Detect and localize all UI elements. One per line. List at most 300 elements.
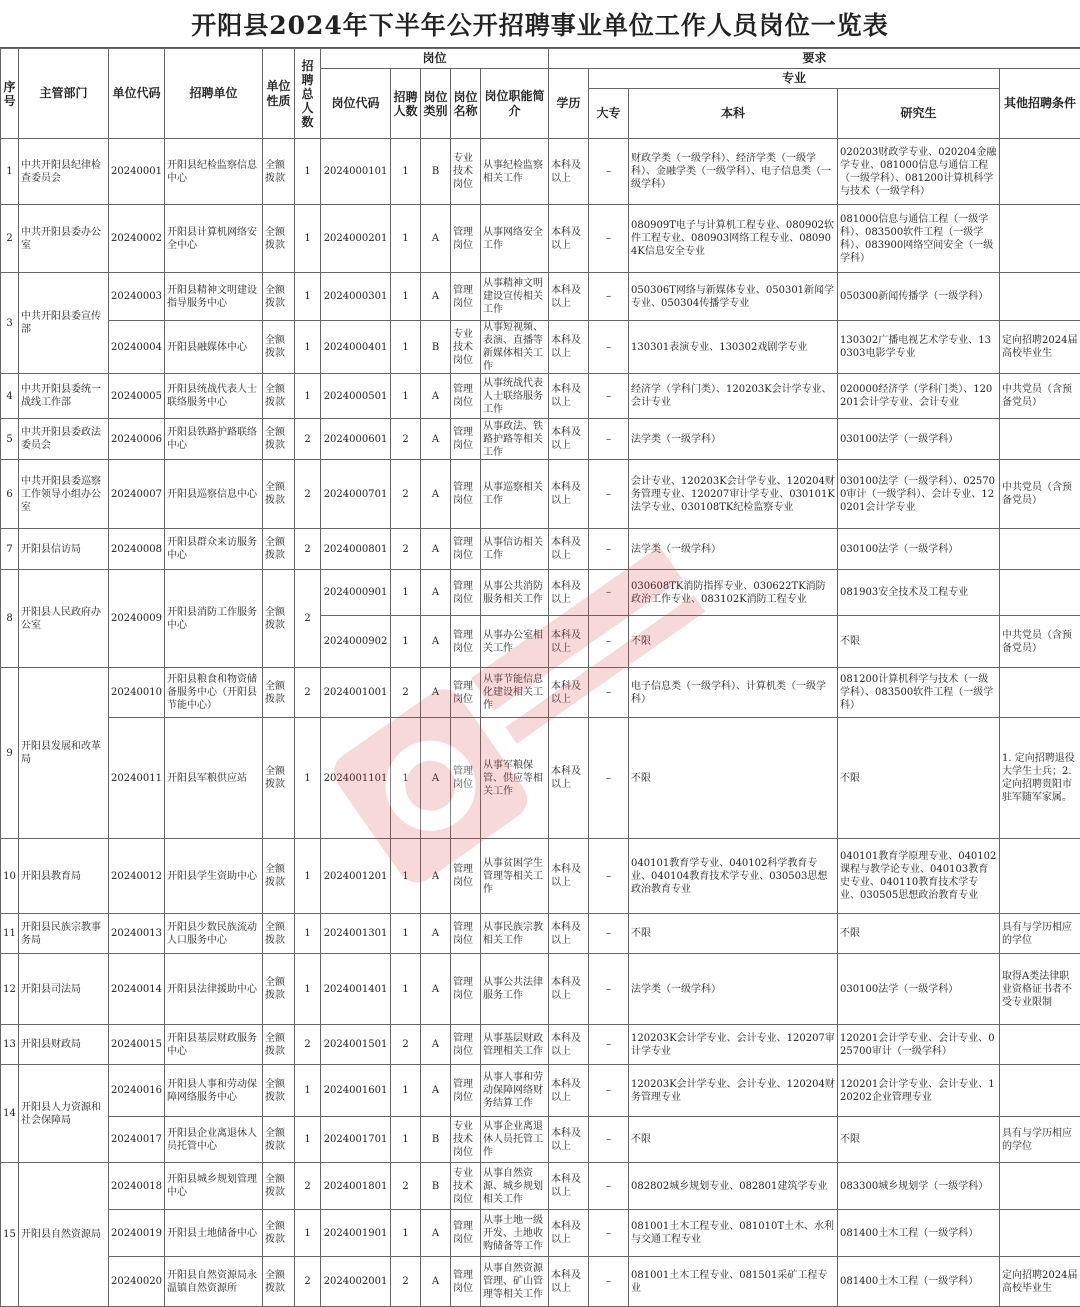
post-name-cell: 管理岗位 xyxy=(451,616,481,668)
dazhuan-cell: – xyxy=(589,529,629,570)
unit-code-cell: 20240017 xyxy=(109,1117,165,1163)
nature-cell: 全额拨款 xyxy=(263,839,295,914)
header-post-count: 招聘人数 xyxy=(391,69,421,139)
seq-cell: 4 xyxy=(1,374,19,419)
post-code-cell: 2024000501 xyxy=(321,374,391,419)
type-cell: A xyxy=(421,1257,451,1307)
header-yanjiusheng: 研究生 xyxy=(838,89,1000,139)
total-cell: 1 xyxy=(295,1117,321,1163)
yanjiusheng-cell: 040101教育学原理专业、040102课程与教学论专业、040103教育史专业、040110教育技术学专业、030505思想政治教育专业 xyxy=(838,839,1000,914)
seq-cell: 3 xyxy=(1,273,19,374)
unit-cell: 开阳县计算机网络安全中心 xyxy=(165,205,263,273)
unit-cell: 开阳县少数民族流动人口服务中心 xyxy=(165,914,263,954)
post-code-cell: 2024000701 xyxy=(321,460,391,529)
benke-cell: 不限 xyxy=(629,616,838,668)
table-row xyxy=(1,374,1080,419)
type-cell: A xyxy=(421,668,451,718)
unit-code-cell: 20240002 xyxy=(109,205,165,273)
unit-cell: 开阳县巡察信息中心 xyxy=(165,460,263,529)
unit-cell: 开阳县群众来访服务中心 xyxy=(165,529,263,570)
unit-cell: 开阳县自然资源局永温镇自然资源所 xyxy=(165,1257,263,1307)
dazhuan-cell: – xyxy=(589,1163,629,1210)
benke-cell: 040101教育学专业、040102科学教育专业、040104教育技术学专业、030503思想政治教育专业 xyxy=(629,839,838,914)
dept-cell: 开阳县民族宗教事务局 xyxy=(19,914,109,954)
benke-cell: 120203K会计学专业、会计专业、120204财务管理专业 xyxy=(629,1065,838,1117)
other-cell xyxy=(1000,419,1080,460)
post-code-cell: 2024002001 xyxy=(321,1257,391,1307)
post-code-cell: 2024000401 xyxy=(321,321,391,374)
dazhuan-cell: – xyxy=(589,374,629,419)
post-code-cell: 2024001601 xyxy=(321,1065,391,1117)
dazhuan-cell: – xyxy=(589,419,629,460)
post-desc-cell: 从事办公室相关工作 xyxy=(481,616,549,668)
other-cell: 具有与学历相应的学位 xyxy=(1000,1117,1080,1163)
yanjiusheng-cell: 不限 xyxy=(838,616,1000,668)
edu-cell: 本科及以上 xyxy=(549,1065,589,1117)
unit-cell: 开阳县学生资助中心 xyxy=(165,839,263,914)
post-name-cell: 专业技术岗位 xyxy=(451,321,481,374)
edu-cell: 本科及以上 xyxy=(549,139,589,205)
count-cell: 1 xyxy=(391,570,421,616)
table-row xyxy=(1,139,1080,205)
post-code-cell: 2024000801 xyxy=(321,529,391,570)
benke-cell: 030608TK消防指挥专业、030622TK消防政治工作专业、083102K消防工程专业 xyxy=(629,570,838,616)
count-cell: 1 xyxy=(391,616,421,668)
seq-cell: 10 xyxy=(1,839,19,914)
seq-cell: 14 xyxy=(1,1065,19,1163)
dept-cell: 中共开阳县纪律检查委员会 xyxy=(19,139,109,205)
count-cell: 2 xyxy=(391,529,421,570)
unit-code-cell: 20240013 xyxy=(109,914,165,954)
dazhuan-cell: – xyxy=(589,954,629,1025)
total-cell: 1 xyxy=(295,374,321,419)
header-post-desc: 岗位职能简介 xyxy=(481,69,549,139)
count-cell: 2 xyxy=(391,460,421,529)
count-cell: 2 xyxy=(391,1025,421,1065)
other-cell xyxy=(1000,1025,1080,1065)
unit-code-cell: 20240016 xyxy=(109,1065,165,1117)
count-cell: 1 xyxy=(391,839,421,914)
seq-cell: 12 xyxy=(1,954,19,1025)
post-name-cell: 管理岗位 xyxy=(451,839,481,914)
header-unit-code: 单位代码 xyxy=(109,49,165,139)
table-row xyxy=(1,1065,1080,1117)
post-desc-cell: 从事人事和劳动保障网络财务结算工作 xyxy=(481,1065,549,1117)
header-post-group: 岗位 xyxy=(321,49,549,69)
benke-cell: 081001土木工程专业、081010T土木、水利与交通工程专业 xyxy=(629,1210,838,1257)
nature-cell: 全额拨款 xyxy=(263,419,295,460)
nature-cell: 全额拨款 xyxy=(263,1117,295,1163)
seq-cell: 1 xyxy=(1,139,19,205)
yanjiusheng-cell: 不限 xyxy=(838,718,1000,839)
dazhuan-cell: – xyxy=(589,273,629,321)
total-cell: 1 xyxy=(295,954,321,1025)
post-name-cell: 管理岗位 xyxy=(451,529,481,570)
header-post-type: 岗位类别 xyxy=(421,69,451,139)
seq-cell: 11 xyxy=(1,914,19,954)
other-cell xyxy=(1000,839,1080,914)
nature-cell: 全额拨款 xyxy=(263,139,295,205)
benke-cell: 电子信息类（一级学科）、计算机类（一级学科） xyxy=(629,668,838,718)
dept-cell: 开阳县司法局 xyxy=(19,954,109,1025)
benke-cell: 082802城乡规划专业、082801建筑学专业 xyxy=(629,1163,838,1210)
post-desc-cell: 从事贫困学生管理等相关工作 xyxy=(481,839,549,914)
table-row xyxy=(1,460,1080,529)
edu-cell: 本科及以上 xyxy=(549,1257,589,1307)
type-cell: A xyxy=(421,570,451,616)
post-code-cell: 2024001501 xyxy=(321,1025,391,1065)
post-code-cell: 2024001001 xyxy=(321,668,391,718)
edu-cell: 本科及以上 xyxy=(549,273,589,321)
yanjiusheng-cell: 120201会计学专业、会计专业、120202企业管理专业 xyxy=(838,1065,1000,1117)
header-post-code: 岗位代码 xyxy=(321,69,391,139)
header-dept: 主管部门 xyxy=(19,49,109,139)
post-name-cell: 管理岗位 xyxy=(451,374,481,419)
count-cell: 2 xyxy=(391,1163,421,1210)
nature-cell: 全额拨款 xyxy=(263,1025,295,1065)
seq-cell: 5 xyxy=(1,419,19,460)
table-row xyxy=(1,1117,1080,1163)
unit-cell: 开阳县基层财政服务中心 xyxy=(165,1025,263,1065)
post-name-cell: 管理岗位 xyxy=(451,954,481,1025)
unit-cell: 开阳县人事和劳动保障网络服务中心 xyxy=(165,1065,263,1117)
other-cell: 中共党员（含预备党员） xyxy=(1000,616,1080,668)
type-cell: A xyxy=(421,1065,451,1117)
edu-cell: 本科及以上 xyxy=(549,668,589,718)
total-cell: 1 xyxy=(295,139,321,205)
post-desc-cell: 从事巡察相关工作 xyxy=(481,460,549,529)
post-code-cell: 2024001901 xyxy=(321,1210,391,1257)
dazhuan-cell: – xyxy=(589,139,629,205)
post-name-cell: 管理岗位 xyxy=(451,419,481,460)
count-cell: 1 xyxy=(391,374,421,419)
nature-cell: 全额拨款 xyxy=(263,321,295,374)
total-cell: 1 xyxy=(295,1065,321,1117)
type-cell: A xyxy=(421,1210,451,1257)
other-cell xyxy=(1000,1210,1080,1257)
type-cell: A xyxy=(421,718,451,839)
benke-cell: 120203K会计学专业、会计专业、120207审计学专业 xyxy=(629,1025,838,1065)
post-code-cell: 2024001301 xyxy=(321,914,391,954)
other-cell: 中共党员（含预备党员） xyxy=(1000,374,1080,419)
dazhuan-cell: – xyxy=(589,616,629,668)
table-row xyxy=(1,419,1080,460)
benke-cell: 法学类（一级学科） xyxy=(629,529,838,570)
post-code-cell: 2024000301 xyxy=(321,273,391,321)
table-row xyxy=(1,1210,1080,1257)
post-name-cell: 管理岗位 xyxy=(451,718,481,839)
type-cell: A xyxy=(421,839,451,914)
edu-cell: 本科及以上 xyxy=(549,321,589,374)
unit-code-cell: 20240007 xyxy=(109,460,165,529)
benke-cell: 经济学（学科门类）、120203K会计学专业、会计专业 xyxy=(629,374,838,419)
header-unit: 招聘单位 xyxy=(165,49,263,139)
unit-code-cell: 20240008 xyxy=(109,529,165,570)
dazhuan-cell: – xyxy=(589,460,629,529)
seq-cell: 2 xyxy=(1,205,19,273)
type-cell: A xyxy=(421,954,451,1025)
nature-cell: 全额拨款 xyxy=(263,1210,295,1257)
yanjiusheng-cell: 050300新闻传播学（一级学科） xyxy=(838,273,1000,321)
count-cell: 1 xyxy=(391,1210,421,1257)
post-desc-cell: 从事短视频、表演、直播等新媒体相关工作 xyxy=(481,321,549,374)
other-cell xyxy=(1000,1163,1080,1210)
unit-cell: 开阳县土地储备中心 xyxy=(165,1210,263,1257)
unit-cell: 开阳县铁路护路联络中心 xyxy=(165,419,263,460)
yanjiusheng-cell: 130302广播电视艺术学专业、130303电影学专业 xyxy=(838,321,1000,374)
post-name-cell: 管理岗位 xyxy=(451,570,481,616)
type-cell: A xyxy=(421,205,451,273)
nature-cell: 全额拨款 xyxy=(263,668,295,718)
count-cell: 1 xyxy=(391,1065,421,1117)
dazhuan-cell: – xyxy=(589,1065,629,1117)
post-desc-cell: 从事土地一级开发、土地收购储备等工作 xyxy=(481,1210,549,1257)
edu-cell: 本科及以上 xyxy=(549,1163,589,1210)
type-cell: B xyxy=(421,1163,451,1210)
type-cell: A xyxy=(421,419,451,460)
post-name-cell: 管理岗位 xyxy=(451,205,481,273)
post-code-cell: 2024001201 xyxy=(321,839,391,914)
post-desc-cell: 从事基层财政管理相关工作 xyxy=(481,1025,549,1065)
total-cell: 2 xyxy=(295,529,321,570)
header-total: 招聘总人数 xyxy=(295,49,321,139)
dept-cell: 中共开阳县委巡察工作领导小组办公室 xyxy=(19,460,109,529)
dazhuan-cell: – xyxy=(589,1210,629,1257)
edu-cell: 本科及以上 xyxy=(549,954,589,1025)
unit-code-cell: 20240011 xyxy=(109,718,165,839)
post-code-cell: 2024001101 xyxy=(321,718,391,839)
post-name-cell: 管理岗位 xyxy=(451,273,481,321)
count-cell: 1 xyxy=(391,1117,421,1163)
type-cell: A xyxy=(421,1025,451,1065)
table-row xyxy=(1,205,1080,273)
total-cell: 1 xyxy=(295,718,321,839)
count-cell: 2 xyxy=(391,1257,421,1307)
nature-cell: 全额拨款 xyxy=(263,460,295,529)
post-desc-cell: 从事网络安全工作 xyxy=(481,205,549,273)
total-cell: 2 xyxy=(295,668,321,718)
yanjiusheng-cell: 081903安全技术及工程专业 xyxy=(838,570,1000,616)
post-code-cell: 2024001701 xyxy=(321,1117,391,1163)
unit-code-cell: 20240006 xyxy=(109,419,165,460)
dazhuan-cell: – xyxy=(589,1257,629,1307)
other-cell xyxy=(1000,1065,1080,1117)
table-row xyxy=(1,1025,1080,1065)
yanjiusheng-cell: 030100法学（一级学科） xyxy=(838,954,1000,1025)
header-edu: 学历 xyxy=(549,69,589,139)
yanjiusheng-cell: 030100法学（一级学科）、025700审计（一级学科）、会计专业、120201会计学专业 xyxy=(838,460,1000,529)
unit-cell: 开阳县城乡规划管理中心 xyxy=(165,1163,263,1210)
dazhuan-cell: – xyxy=(589,570,629,616)
other-cell: 1. 定向招聘退役大学生士兵；2. 定向招聘贵阳市驻军随军家属。 xyxy=(1000,718,1080,839)
type-cell: A xyxy=(421,460,451,529)
benke-cell: 会计专业、120203K会计学专业、120204财务管理专业、120207审计学专业、030101K法学专业、030108TK纪检监察专业 xyxy=(629,460,838,529)
post-desc-cell: 从事信访相关工作 xyxy=(481,529,549,570)
benke-cell: 081001土木工程专业、081501采矿工程专业 xyxy=(629,1257,838,1307)
yanjiusheng-cell: 030100法学（一级学科） xyxy=(838,419,1000,460)
unit-cell: 开阳县融媒体中心 xyxy=(165,321,263,374)
post-code-cell: 2024000901 xyxy=(321,570,391,616)
post-name-cell: 管理岗位 xyxy=(451,668,481,718)
seq-cell: 6 xyxy=(1,460,19,529)
yanjiusheng-cell: 081400土木工程（一级学科） xyxy=(838,1257,1000,1307)
other-cell xyxy=(1000,529,1080,570)
benke-cell: 财政学类（一级学科）、经济学类（一级学科）、金融学类（一级学科）、电子信息类（一级学科） xyxy=(629,139,838,205)
total-cell: 2 xyxy=(295,1025,321,1065)
table-row xyxy=(1,321,1080,374)
table-row xyxy=(1,839,1080,914)
unit-cell: 开阳县消防工作服务中心 xyxy=(165,570,263,668)
count-cell: 1 xyxy=(391,718,421,839)
nature-cell: 全额拨款 xyxy=(263,718,295,839)
count-cell: 2 xyxy=(391,419,421,460)
type-cell: B xyxy=(421,139,451,205)
post-desc-cell: 从事企业离退休人员托管工作 xyxy=(481,1117,549,1163)
dazhuan-cell: – xyxy=(589,914,629,954)
post-name-cell: 专业技术岗位 xyxy=(451,1117,481,1163)
unit-code-cell: 20240015 xyxy=(109,1025,165,1065)
edu-cell: 本科及以上 xyxy=(549,374,589,419)
total-cell: 1 xyxy=(295,914,321,954)
other-cell xyxy=(1000,668,1080,718)
other-cell: 定向招聘2024届高校毕业生 xyxy=(1000,321,1080,374)
header-dazhuan: 大专 xyxy=(589,89,629,139)
seq-cell: 8 xyxy=(1,570,19,668)
yanjiusheng-cell: 120201会计学专业、会计专业、025700审计（一级学科） xyxy=(838,1025,1000,1065)
total-cell: 1 xyxy=(295,205,321,273)
edu-cell: 本科及以上 xyxy=(549,616,589,668)
other-cell xyxy=(1000,273,1080,321)
dept-cell: 中共开阳县委统一战线工作部 xyxy=(19,374,109,419)
header-other: 其他招聘条件 xyxy=(1000,69,1080,139)
unit-code-cell: 20240003 xyxy=(109,273,165,321)
unit-code-cell: 20240001 xyxy=(109,139,165,205)
header-seq: 序号 xyxy=(1,49,19,139)
benke-cell: 法学类（一级学科） xyxy=(629,954,838,1025)
edu-cell: 本科及以上 xyxy=(549,1025,589,1065)
count-cell: 2 xyxy=(391,668,421,718)
dazhuan-cell: – xyxy=(589,718,629,839)
table-row xyxy=(1,570,1080,616)
post-code-cell: 2024000601 xyxy=(321,419,391,460)
edu-cell: 本科及以上 xyxy=(549,570,589,616)
unit-code-cell: 20240019 xyxy=(109,1210,165,1257)
total-cell: 2 xyxy=(295,570,321,668)
nature-cell: 全额拨款 xyxy=(263,529,295,570)
benke-cell: 法学类（一级学科） xyxy=(629,419,838,460)
unit-cell: 开阳县企业离退休人员托管中心 xyxy=(165,1117,263,1163)
dazhuan-cell: – xyxy=(589,321,629,374)
seq-cell: 15 xyxy=(1,1163,19,1307)
table-row xyxy=(1,718,1080,839)
type-cell: A xyxy=(421,529,451,570)
total-cell: 1 xyxy=(295,273,321,321)
dept-cell: 开阳县自然资源局 xyxy=(19,1163,109,1307)
total-cell: 2 xyxy=(295,460,321,529)
dazhuan-cell: – xyxy=(589,839,629,914)
dept-cell: 开阳县人力资源和社会保障局 xyxy=(19,1065,109,1163)
edu-cell: 本科及以上 xyxy=(549,839,589,914)
unit-cell: 开阳县军粮供应站 xyxy=(165,718,263,839)
post-desc-cell: 从事公共法律服务工作 xyxy=(481,954,549,1025)
dazhuan-cell: – xyxy=(589,1025,629,1065)
type-cell: B xyxy=(421,1117,451,1163)
other-cell xyxy=(1000,139,1080,205)
nature-cell: 全额拨款 xyxy=(263,1257,295,1307)
table-row xyxy=(1,668,1080,718)
post-name-cell: 管理岗位 xyxy=(451,1210,481,1257)
dept-cell: 中共开阳县委政法委员会 xyxy=(19,419,109,460)
table-row xyxy=(1,954,1080,1025)
benke-cell: 不限 xyxy=(629,718,838,839)
post-name-cell: 管理岗位 xyxy=(451,914,481,954)
unit-cell: 开阳县精神文明建设指导服务中心 xyxy=(165,273,263,321)
total-cell: 2 xyxy=(295,419,321,460)
nature-cell: 全额拨款 xyxy=(263,570,295,668)
yanjiusheng-cell: 083300城乡规划学（一级学科） xyxy=(838,1163,1000,1210)
dazhuan-cell: – xyxy=(589,205,629,273)
edu-cell: 本科及以上 xyxy=(549,914,589,954)
edu-cell: 本科及以上 xyxy=(549,1117,589,1163)
type-cell: B xyxy=(421,321,451,374)
yanjiusheng-cell: 030100法学（一级学科） xyxy=(838,529,1000,570)
other-cell: 中共党员（含预备党员） xyxy=(1000,460,1080,529)
post-desc-cell: 从事公共消防服务相关工作 xyxy=(481,570,549,616)
benke-cell: 050306T网络与新媒体专业、050301新闻学专业、050304传播学专业 xyxy=(629,273,838,321)
unit-code-cell: 20240004 xyxy=(109,321,165,374)
seq-cell: 7 xyxy=(1,529,19,570)
nature-cell: 全额拨款 xyxy=(263,954,295,1025)
benke-cell: 不限 xyxy=(629,1117,838,1163)
dept-cell: 开阳县财政局 xyxy=(19,1025,109,1065)
type-cell: A xyxy=(421,273,451,321)
post-desc-cell: 从事节能信息化建设相关工作 xyxy=(481,668,549,718)
unit-code-cell: 20240005 xyxy=(109,374,165,419)
dazhuan-cell: – xyxy=(589,668,629,718)
table-row xyxy=(1,273,1080,321)
unit-code-cell: 20240018 xyxy=(109,1163,165,1210)
count-cell: 1 xyxy=(391,139,421,205)
unit-cell: 开阳县粮食和物资储备服务中心（开阳县节能中心） xyxy=(165,668,263,718)
post-code-cell: 2024001401 xyxy=(321,954,391,1025)
recruitment-table xyxy=(0,48,1080,1307)
count-cell: 1 xyxy=(391,914,421,954)
edu-cell: 本科及以上 xyxy=(549,460,589,529)
post-name-cell: 管理岗位 xyxy=(451,1025,481,1065)
unit-cell: 开阳县法律援助中心 xyxy=(165,954,263,1025)
page-title: 开阳县2024年下半年公开招聘事业单位工作人员岗位一览表 xyxy=(0,0,1080,48)
total-cell: 2 xyxy=(295,1163,321,1210)
total-cell: 1 xyxy=(295,1210,321,1257)
post-code-cell: 2024000101 xyxy=(321,139,391,205)
unit-code-cell: 20240012 xyxy=(109,839,165,914)
type-cell: A xyxy=(421,374,451,419)
dept-cell: 开阳县发展和改革局 xyxy=(19,668,109,839)
count-cell: 1 xyxy=(391,321,421,374)
post-name-cell: 专业技术岗位 xyxy=(451,1163,481,1210)
edu-cell: 本科及以上 xyxy=(549,718,589,839)
benke-cell: 不限 xyxy=(629,914,838,954)
total-cell: 1 xyxy=(295,839,321,914)
nature-cell: 全额拨款 xyxy=(263,1163,295,1210)
edu-cell: 本科及以上 xyxy=(549,419,589,460)
post-code-cell: 2024000902 xyxy=(321,616,391,668)
unit-cell: 开阳县纪检监察信息中心 xyxy=(165,139,263,205)
post-name-cell: 管理岗位 xyxy=(451,460,481,529)
benke-cell: 080909T电子与计算机工程专业、080902软件工程专业、080903网络工程专业、080904K信息安全专业 xyxy=(629,205,838,273)
table-row xyxy=(1,914,1080,954)
nature-cell: 全额拨款 xyxy=(263,374,295,419)
